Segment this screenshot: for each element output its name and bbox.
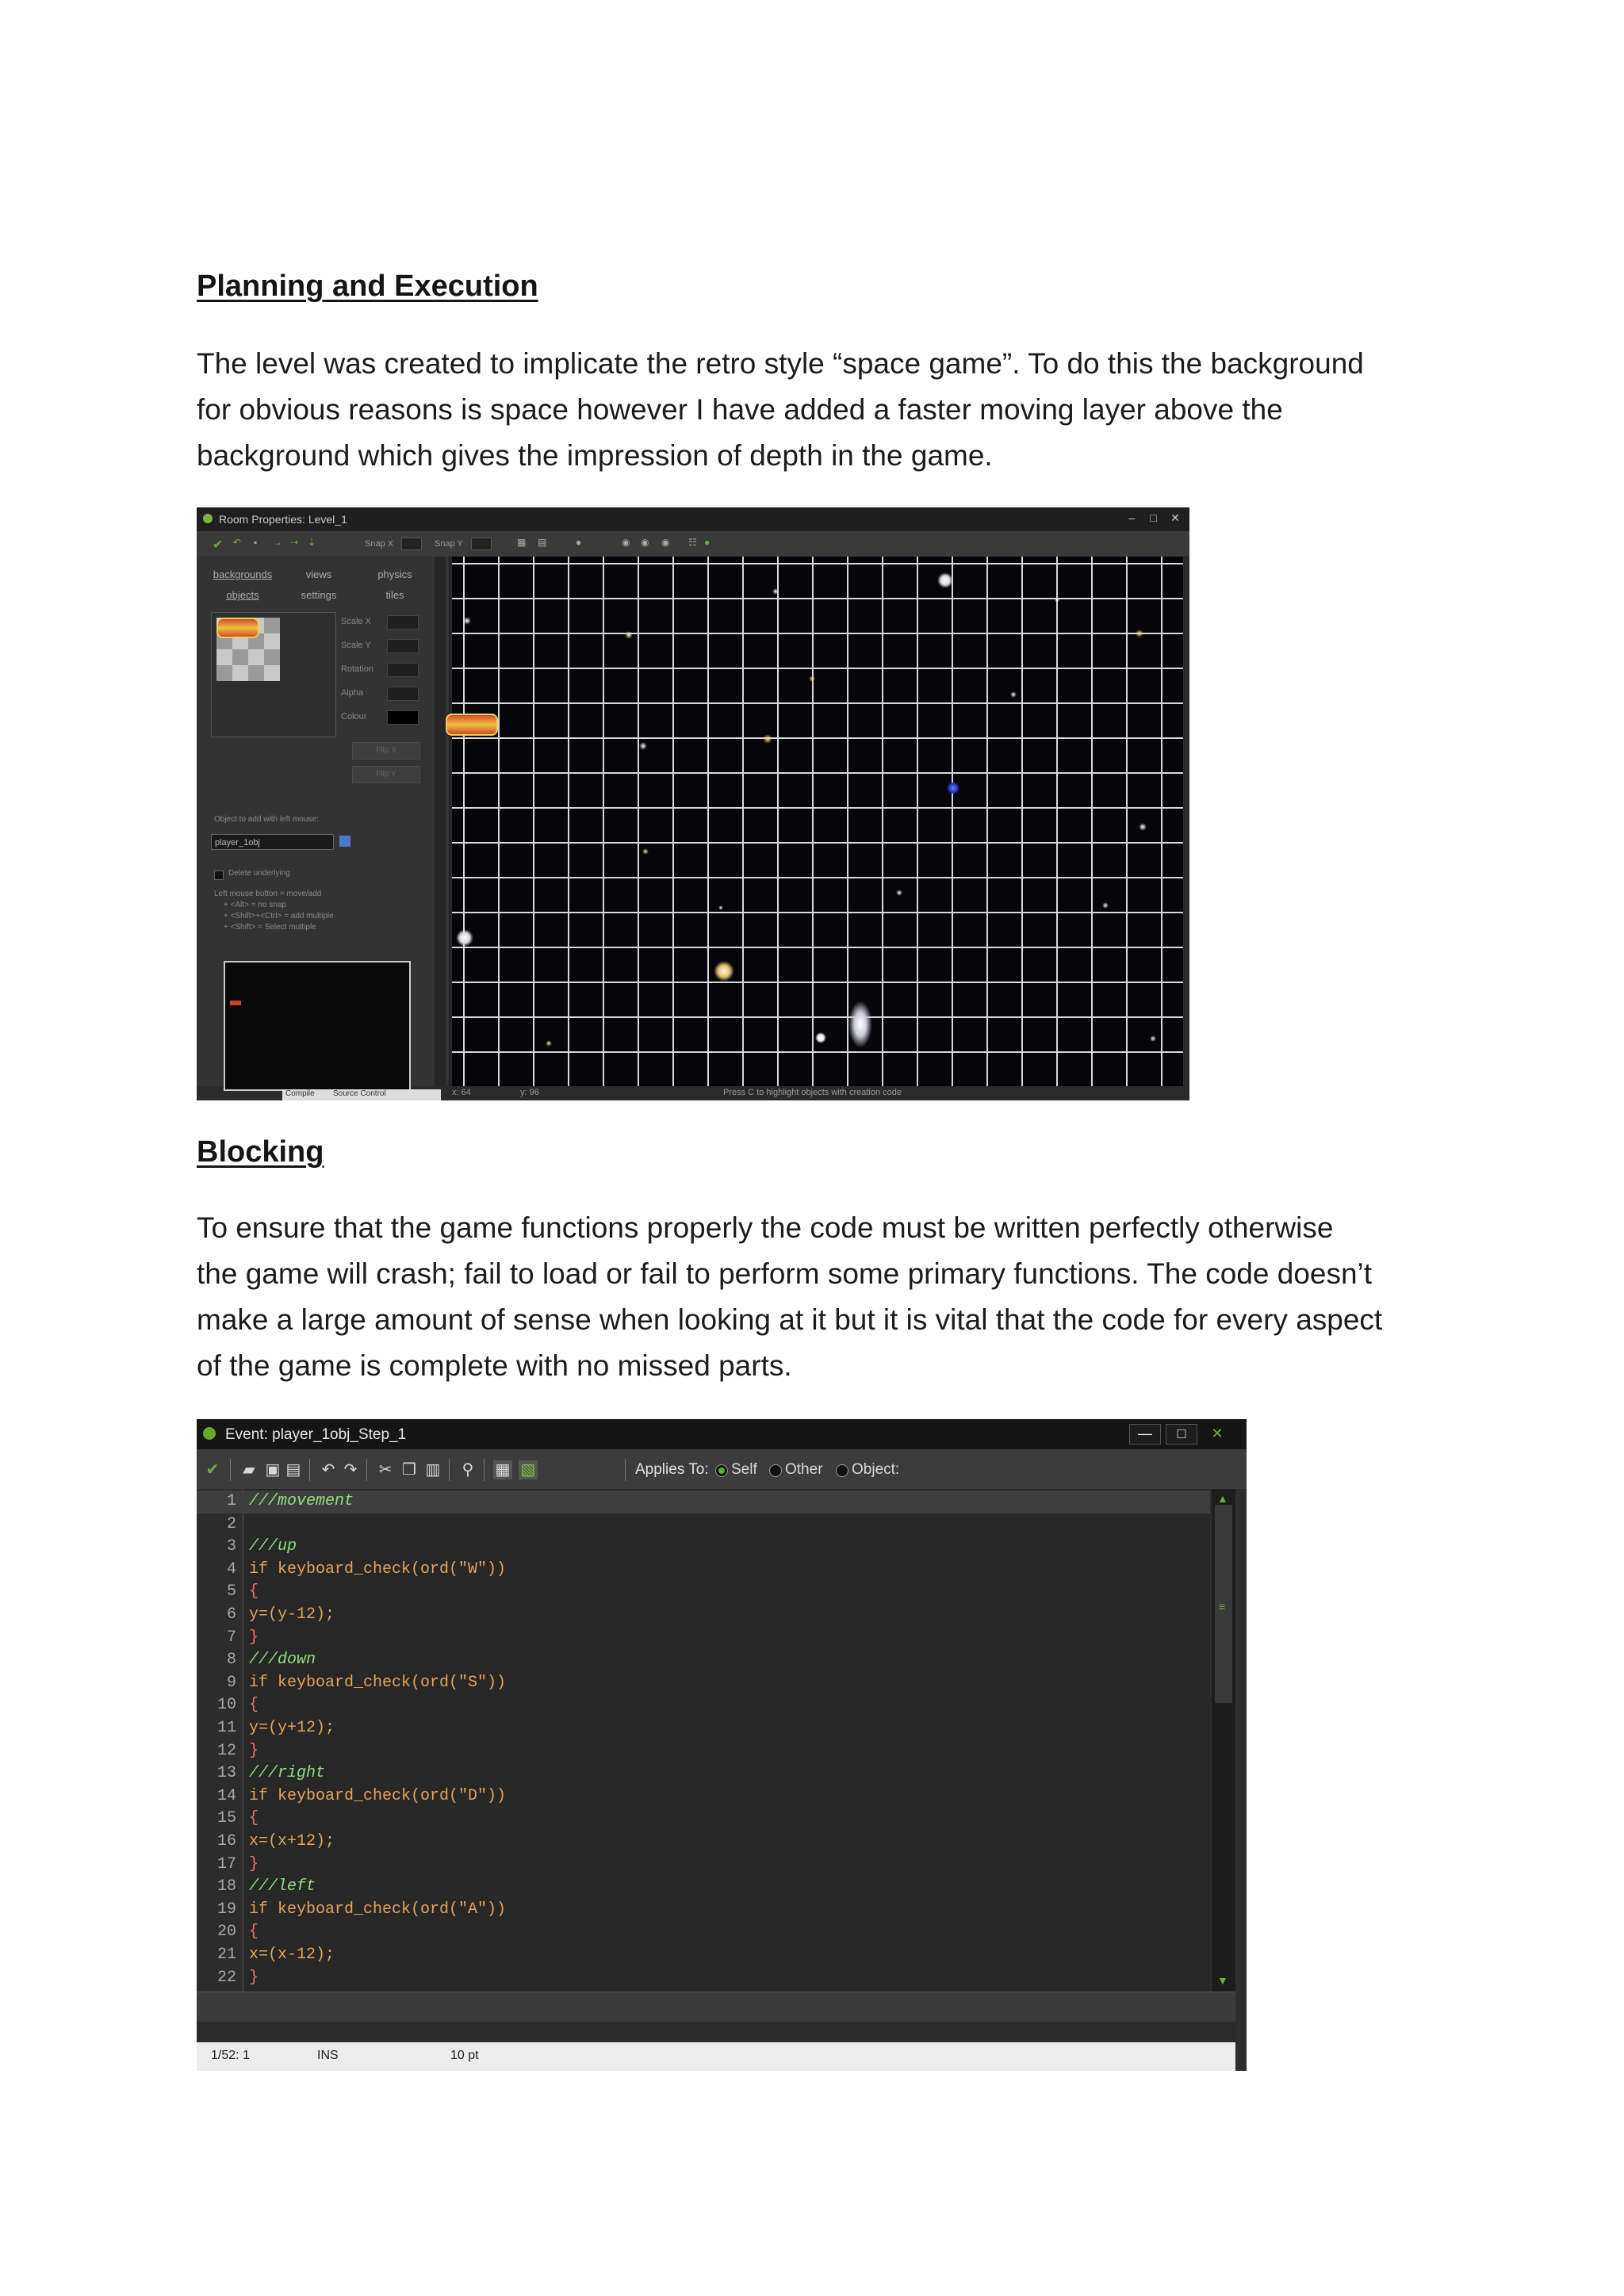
code-text: { bbox=[249, 1696, 259, 1715]
paragraph-line: the game will crash; fail to load or fail to perform some primary functions. The code doesn’t bbox=[197, 1257, 1373, 1290]
galaxy-star bbox=[815, 1032, 826, 1043]
snap-y-input[interactable] bbox=[471, 538, 492, 550]
copy-icon[interactable]: ❐ bbox=[402, 1461, 416, 1479]
code-text: y=(y+12); bbox=[249, 1719, 335, 1737]
tab-physics[interactable]: physics bbox=[377, 568, 412, 580]
gamemaker-logo-icon bbox=[203, 1427, 216, 1440]
minimize-button[interactable]: — bbox=[1129, 1424, 1161, 1445]
clear-icon[interactable]: ▪ bbox=[254, 537, 258, 548]
toolbar-separator bbox=[484, 1459, 485, 1481]
code-line[interactable] bbox=[197, 1899, 1210, 1922]
vertical-scrollbar[interactable] bbox=[1212, 1489, 1235, 1992]
object-picker-icon[interactable] bbox=[339, 836, 350, 847]
player-ship-instance[interactable] bbox=[446, 714, 498, 736]
scroll-down-arrow-icon[interactable]: ▼ bbox=[1217, 1974, 1228, 1987]
code-line[interactable] bbox=[197, 1536, 1210, 1559]
grid-icon[interactable]: ▦ bbox=[517, 537, 527, 548]
tab-views[interactable]: views bbox=[305, 568, 332, 580]
room-editor-side-panel bbox=[197, 557, 450, 1086]
code-text: { bbox=[249, 1923, 259, 1942]
code-text: { bbox=[249, 1809, 259, 1828]
line-number: 19 bbox=[216, 1900, 236, 1919]
room-editor-toolbar bbox=[197, 531, 1189, 557]
close-button[interactable]: ✕ bbox=[1211, 1425, 1224, 1441]
room-grid-canvas[interactable] bbox=[452, 557, 1183, 1086]
tab-compile[interactable]: Compile bbox=[285, 1089, 315, 1098]
status-message: Press C to highlight objects with creation code bbox=[723, 1088, 902, 1097]
section-heading-blocking: Blocking bbox=[197, 1135, 324, 1169]
object-select-field[interactable]: player_1obj bbox=[211, 834, 334, 850]
applies-to-label: Applies To: bbox=[635, 1461, 709, 1478]
panel-scrollbar[interactable] bbox=[435, 557, 446, 1086]
font-size-readout: 10 pt bbox=[450, 2049, 479, 2062]
shift-left-icon[interactable]: → bbox=[273, 537, 282, 548]
code-text: if keyboard_check(ord("D")) bbox=[249, 1786, 507, 1805]
code-line[interactable] bbox=[197, 1581, 1210, 1604]
rotation-input[interactable] bbox=[387, 663, 419, 677]
scale-x-input[interactable] bbox=[387, 615, 419, 629]
line-number: 14 bbox=[216, 1786, 236, 1805]
star bbox=[1055, 598, 1059, 603]
code-line[interactable] bbox=[197, 1717, 1210, 1740]
room-status-bar bbox=[449, 1086, 1189, 1100]
galaxy-star bbox=[714, 961, 734, 982]
line-number: 22 bbox=[216, 1968, 236, 1987]
toolbar-separator bbox=[366, 1459, 367, 1481]
planning-paragraph bbox=[197, 341, 1434, 479]
horizontal-scrollbar[interactable] bbox=[197, 1992, 1235, 2022]
code-text: { bbox=[249, 1582, 259, 1601]
star bbox=[1136, 629, 1143, 637]
code-text: } bbox=[249, 1854, 259, 1873]
code-line[interactable] bbox=[197, 1944, 1210, 1967]
code-line[interactable] bbox=[197, 1672, 1210, 1695]
document-icon[interactable]: ▧ bbox=[519, 1460, 538, 1479]
save-icon[interactable]: ▣ bbox=[265, 1461, 281, 1479]
snap-x-label: Snap X bbox=[365, 539, 394, 549]
code-text: ///right bbox=[249, 1764, 326, 1783]
tab-objects[interactable]: objects bbox=[226, 589, 259, 601]
view-icon[interactable]: ◉ bbox=[661, 537, 670, 548]
paragraph-line: background which gives the impression of depth in the game. bbox=[197, 439, 993, 472]
code-text: ///left bbox=[249, 1877, 316, 1896]
room-editor-title: Room Properties: Level_1 bbox=[219, 513, 347, 526]
tab-tiles[interactable]: tiles bbox=[385, 589, 404, 601]
code-status-bar bbox=[197, 2042, 1235, 2071]
code-text: x=(x+12); bbox=[249, 1832, 335, 1850]
code-line[interactable] bbox=[197, 1513, 1210, 1536]
code-line[interactable] bbox=[197, 1740, 1210, 1763]
cursor-y-readout: y: 96 bbox=[520, 1088, 539, 1097]
code-text: } bbox=[249, 1741, 259, 1760]
code-editor-title: Event: player_1obj_Step_1 bbox=[225, 1426, 407, 1443]
code-text: if keyboard_check(ord("S")) bbox=[249, 1673, 507, 1692]
code-text: if keyboard_check(ord("W")) bbox=[249, 1559, 507, 1578]
star bbox=[546, 1040, 552, 1047]
view-icon[interactable]: ◉ bbox=[641, 537, 649, 548]
snippets-icon[interactable]: ▦ bbox=[493, 1460, 512, 1479]
room-editor-titlebar bbox=[197, 507, 1189, 531]
line-number: 3 bbox=[226, 1537, 236, 1556]
object-preview bbox=[211, 612, 336, 737]
line-number: 4 bbox=[226, 1559, 236, 1578]
code-text: } bbox=[249, 1628, 259, 1647]
shift-down-icon[interactable]: ⇣ bbox=[308, 537, 316, 548]
room-tabs bbox=[205, 564, 439, 606]
toolbar-separator bbox=[449, 1459, 450, 1481]
colour-swatch[interactable] bbox=[387, 710, 419, 725]
tab-source-control[interactable]: Source Control bbox=[333, 1089, 386, 1098]
star bbox=[1010, 691, 1017, 698]
toolbar-separator bbox=[625, 1459, 626, 1481]
minimize-button[interactable]: – bbox=[1128, 511, 1136, 524]
star bbox=[1150, 1035, 1156, 1042]
print-icon[interactable]: ▤ bbox=[285, 1461, 301, 1479]
settings-icon[interactable]: ● bbox=[704, 537, 710, 548]
line-number: 5 bbox=[226, 1582, 236, 1601]
code-line[interactable] bbox=[197, 1808, 1210, 1831]
line-number: 20 bbox=[216, 1923, 236, 1942]
applies-self-radio[interactable] bbox=[715, 1464, 728, 1477]
line-number: 18 bbox=[216, 1877, 236, 1896]
star bbox=[639, 742, 647, 750]
view-icon[interactable]: ◉ bbox=[622, 537, 630, 548]
star bbox=[763, 734, 772, 744]
code-text: ///up bbox=[249, 1537, 297, 1556]
code-line[interactable] bbox=[197, 1604, 1210, 1627]
search-icon[interactable]: ⚲ bbox=[462, 1461, 474, 1479]
line-number: 11 bbox=[216, 1719, 236, 1737]
snap-x-input[interactable] bbox=[401, 538, 422, 550]
code-line[interactable] bbox=[197, 1785, 1210, 1808]
applies-other-radio[interactable] bbox=[769, 1464, 782, 1477]
flip-x-button[interactable]: Flip X bbox=[352, 742, 420, 760]
scroll-up-arrow-icon[interactable]: ▲ bbox=[1217, 1492, 1228, 1505]
room-minimap[interactable] bbox=[224, 961, 411, 1091]
open-folder-icon[interactable]: ▰ bbox=[243, 1461, 255, 1479]
code-line[interactable] bbox=[197, 1649, 1210, 1672]
tab-settings[interactable]: settings bbox=[301, 589, 337, 601]
hint-line: + <Alt> = no snap bbox=[224, 901, 286, 909]
code-text: if keyboard_check(ord("A")) bbox=[249, 1900, 507, 1919]
rotation-label: Rotation bbox=[341, 664, 373, 674]
player-ship-icon bbox=[216, 618, 259, 638]
code-line[interactable] bbox=[197, 1921, 1210, 1944]
line-number: 17 bbox=[216, 1854, 236, 1873]
scroll-grip-icon: ≡ bbox=[1219, 1600, 1226, 1613]
undo-icon[interactable]: ↶ bbox=[321, 1461, 335, 1479]
applies-object-radio[interactable] bbox=[836, 1464, 848, 1477]
isometric-icon[interactable]: ▤ bbox=[538, 537, 547, 548]
delete-underlying-label: Delete underlying bbox=[228, 869, 290, 878]
line-number: 15 bbox=[216, 1809, 236, 1828]
alpha-label: Alpha bbox=[341, 688, 364, 698]
line-number: 9 bbox=[226, 1673, 236, 1692]
code-line[interactable] bbox=[197, 1762, 1210, 1785]
code-line[interactable] bbox=[197, 1967, 1210, 1990]
object-icon[interactable]: ● bbox=[576, 537, 582, 548]
paragraph-line: of the game is complete with no missed parts. bbox=[197, 1349, 792, 1382]
galaxy-star bbox=[848, 1001, 872, 1048]
paragraph-line: make a large amount of sense when looking at it but it is vital that the code for every aspect bbox=[197, 1303, 1383, 1336]
star bbox=[809, 675, 815, 682]
star bbox=[718, 905, 723, 910]
star bbox=[772, 588, 779, 595]
delete-underlying-checkbox[interactable] bbox=[214, 871, 224, 880]
star bbox=[1139, 823, 1147, 831]
insert-mode: INS bbox=[317, 2049, 339, 2062]
code-text: y=(y-12); bbox=[249, 1605, 335, 1624]
redo-icon[interactable]: ↷ bbox=[343, 1461, 358, 1479]
cursor-position: 1/52: 1 bbox=[211, 2049, 250, 2062]
line-number: 12 bbox=[216, 1741, 236, 1760]
code-text: ///movement bbox=[249, 1492, 354, 1510]
star bbox=[625, 631, 633, 639]
galaxy-star bbox=[456, 929, 473, 947]
paste-icon[interactable]: ▥ bbox=[425, 1461, 441, 1479]
star bbox=[896, 890, 902, 896]
paragraph-line: The level was created to implicate the retro style “space game”. To do this the background bbox=[197, 347, 1364, 380]
cut-icon[interactable]: ✂ bbox=[378, 1461, 393, 1479]
line-number: 6 bbox=[226, 1605, 236, 1624]
line-number: 1 bbox=[226, 1492, 236, 1510]
undo-icon[interactable]: ↶ bbox=[233, 537, 242, 548]
shift-right-icon[interactable]: ⇢ bbox=[290, 537, 299, 548]
code-line[interactable] bbox=[197, 1694, 1210, 1717]
code-line[interactable] bbox=[197, 1854, 1210, 1877]
paragraph-line: To ensure that the game functions properly the code must be written perfectly otherwise bbox=[197, 1211, 1334, 1244]
tab-backgrounds[interactable]: backgrounds bbox=[213, 568, 273, 580]
line-number: 13 bbox=[216, 1764, 236, 1783]
minimap-player-marker bbox=[230, 1001, 241, 1005]
code-text: x=(x-12); bbox=[249, 1946, 335, 1964]
applies-other-label[interactable]: Other bbox=[785, 1461, 823, 1478]
code-line[interactable] bbox=[197, 1559, 1210, 1582]
close-button[interactable]: ✕ bbox=[1170, 511, 1180, 524]
list-icon[interactable]: ☷ bbox=[688, 537, 697, 548]
star bbox=[463, 617, 471, 625]
toolbar-separator bbox=[230, 1459, 231, 1481]
snap-y-label: Snap Y bbox=[435, 539, 463, 549]
blocking-paragraph bbox=[197, 1205, 1434, 1389]
code-line[interactable] bbox=[197, 1627, 1210, 1650]
room-editor-screenshot bbox=[197, 507, 1189, 1100]
line-number: 10 bbox=[216, 1696, 236, 1715]
maximize-button[interactable]: □ bbox=[1150, 511, 1157, 524]
code-text: } bbox=[249, 1968, 259, 1987]
line-number: 7 bbox=[226, 1628, 236, 1647]
scale-x-label: Scale X bbox=[341, 617, 371, 626]
alpha-input[interactable] bbox=[387, 687, 419, 701]
scale-y-label: Scale Y bbox=[341, 641, 371, 650]
code-editor-screenshot bbox=[197, 1419, 1247, 2071]
hint-line: + <Shift>+<Ctrl> = add multiple bbox=[224, 912, 334, 920]
code-text: ///down bbox=[249, 1651, 316, 1670]
applies-self-label[interactable]: Self bbox=[731, 1461, 757, 1478]
star bbox=[642, 848, 649, 855]
line-number: 8 bbox=[226, 1651, 236, 1670]
applies-object-label[interactable]: Object: bbox=[852, 1461, 900, 1478]
confirm-icon[interactable]: ✔ bbox=[213, 538, 224, 552]
gamemaker-logo-icon bbox=[203, 514, 213, 523]
section-heading-planning: Planning and Execution bbox=[197, 270, 538, 303]
bottom-tab-strip bbox=[282, 1089, 441, 1100]
code-text-area[interactable] bbox=[197, 1489, 1210, 1992]
colour-label: Colour bbox=[341, 712, 367, 721]
object-prompt: Object to add with left mouse: bbox=[214, 815, 319, 824]
toolbar-separator bbox=[309, 1459, 310, 1481]
scale-y-input[interactable] bbox=[387, 639, 419, 653]
code-line[interactable] bbox=[197, 1490, 1210, 1513]
hint-line: + <Shift> = Select multiple bbox=[224, 923, 316, 932]
code-editor-titlebar bbox=[197, 1419, 1247, 1449]
code-editor-toolbar bbox=[197, 1449, 1247, 1489]
hint-line: Left mouse button = move/add bbox=[214, 890, 322, 898]
galaxy-star bbox=[937, 572, 953, 588]
code-line[interactable] bbox=[197, 1831, 1210, 1854]
star bbox=[1102, 902, 1109, 909]
flip-y-button[interactable]: Flip Y bbox=[352, 766, 420, 783]
blue-star bbox=[947, 782, 959, 794]
line-number: 21 bbox=[216, 1946, 236, 1964]
confirm-check-icon[interactable]: ✔ bbox=[205, 1461, 220, 1479]
line-number: 16 bbox=[216, 1832, 236, 1850]
maximize-button[interactable]: □ bbox=[1166, 1424, 1197, 1445]
code-line[interactable] bbox=[197, 1876, 1210, 1899]
line-number: 2 bbox=[226, 1514, 236, 1533]
paragraph-line: for obvious reasons is space however I have added a faster moving layer above the bbox=[197, 393, 1283, 426]
cursor-x-readout: x: 64 bbox=[452, 1088, 471, 1097]
